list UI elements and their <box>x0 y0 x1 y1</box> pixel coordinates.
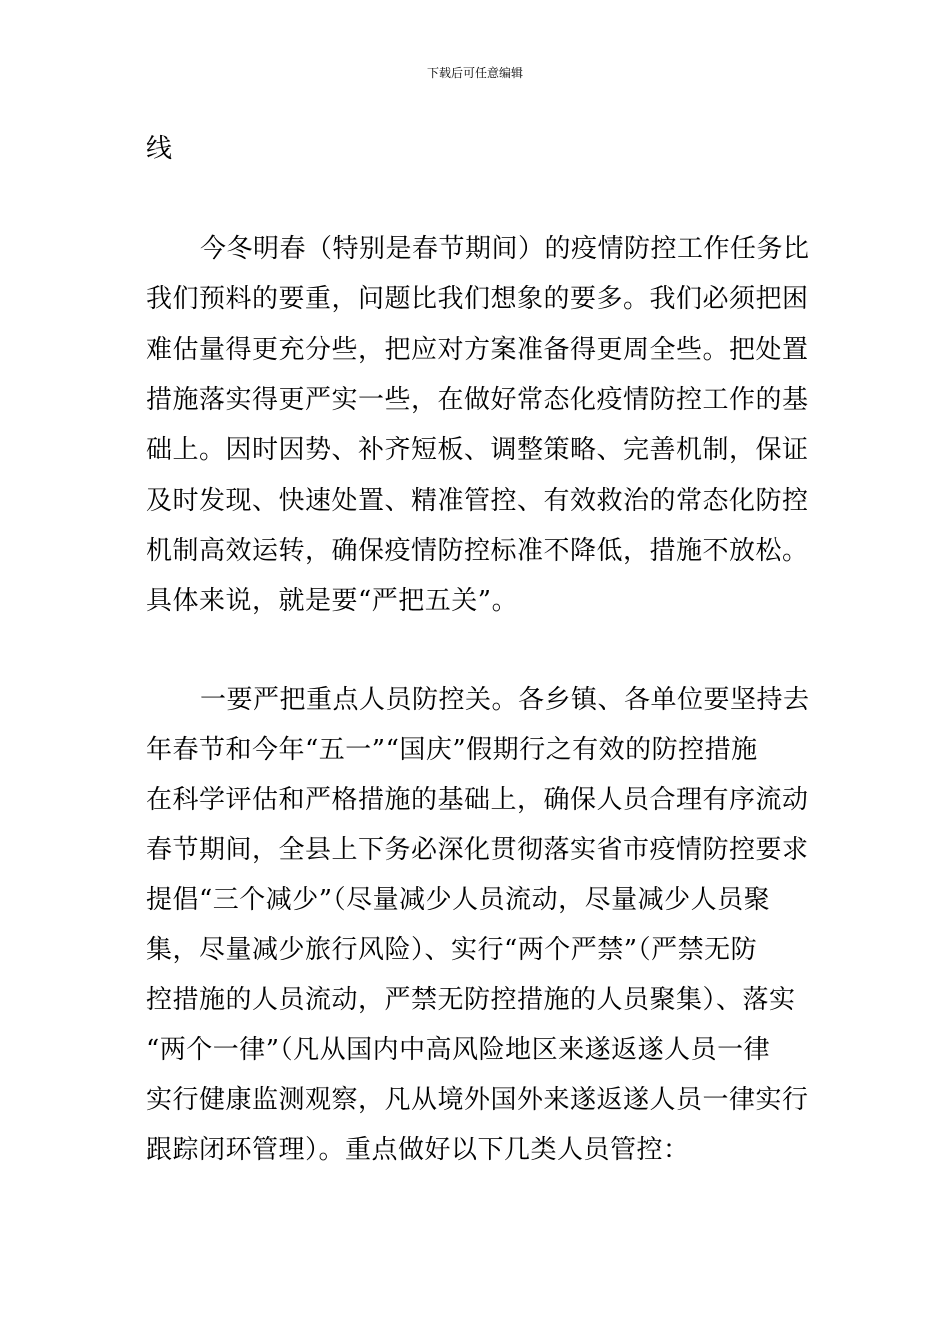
text-line: 年春节和今年“五一”“国庆”假期行之有效的防控措施 <box>146 735 758 765</box>
text-line: 在科学评估和严格措施的基础上，确保人员合理有序流动 <box>146 785 809 815</box>
paragraph-first-line: 今冬明春（特别是春节期间）的疫情防控工作任务比 <box>200 234 810 264</box>
text-line: 春节期间，全县上下务必深化贯彻落实省市疫情防控要求 <box>146 835 809 865</box>
page-header: 下载后可任意编辑 <box>426 66 523 80</box>
paragraph-first-line: 一要严把重点人员防控关。各乡镇、各单位要坚持去 <box>200 685 810 715</box>
text-line: 础上。因时因势、补齐短板、调整策略、完善机制，保证 <box>146 435 809 465</box>
text-line: 措施落实得更严实一些，在做好常态化疫情防控工作的基 <box>146 385 809 415</box>
text-line: 线 <box>146 134 173 164</box>
text-line: 提倡“三个减少”（尽量减少人员流动，尽量减少人员聚 <box>146 885 771 915</box>
text-line: 具体来说，就是要“严把五关”。 <box>146 586 519 616</box>
text-line: 机制高效运转，确保疫情防控标准不降低，措施不放松。 <box>146 536 809 566</box>
text-line: 集，尽量减少旅行风险）、实行“两个严禁”（严禁无防 <box>146 935 758 965</box>
text-line: 难估量得更充分些，把应对方案准备得更周全些。把处置 <box>146 335 809 365</box>
text-line: 我们预料的要重，问题比我们想象的要多。我们必须把困 <box>146 284 809 314</box>
text-line: “两个一律”（凡从国内中高风险地区来遂返遂人员一律 <box>146 1035 771 1065</box>
text-line: 控措施的人员流动，严禁无防控措施的人员聚集）、落实 <box>146 985 796 1015</box>
text-line: 实行健康监测观察，凡从境外国外来遂返遂人员一律实行 <box>146 1085 809 1115</box>
text-line: 及时发现、快速处置、精准管控、有效救治的常态化防控 <box>146 486 809 516</box>
text-line: 跟踪闭环管理）。重点做好以下几类人员管控： <box>146 1135 690 1165</box>
